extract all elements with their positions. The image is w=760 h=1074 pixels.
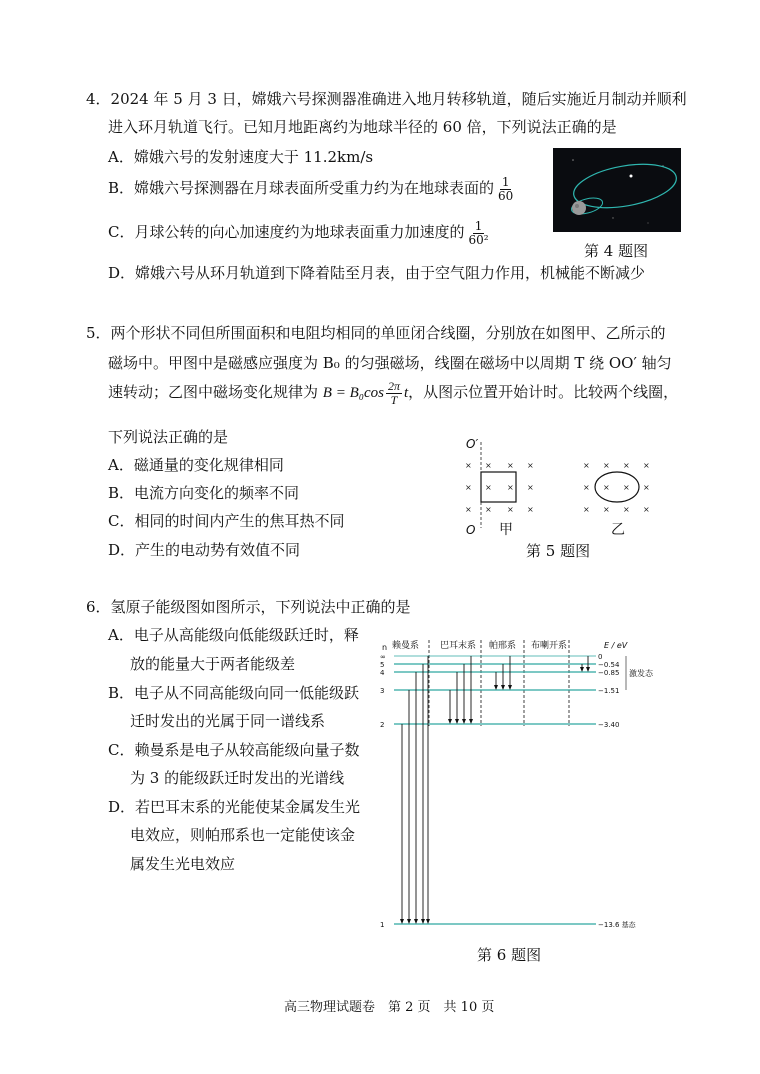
q4-option-b-text: B．嫦娥六号探测器在月球表面所受重力约为在地球表面的 <box>108 179 495 198</box>
svg-text:×: × <box>583 483 590 492</box>
level-n-label: 3 <box>380 687 385 695</box>
svg-text:×: × <box>485 505 492 514</box>
svg-text:×: × <box>623 461 630 470</box>
label-yi: 乙 <box>611 522 625 538</box>
svg-text:×: × <box>507 483 514 492</box>
svg-text:×: × <box>527 505 534 514</box>
series-paschen-label: 帕邢系 <box>489 641 517 651</box>
svg-text:×: × <box>583 461 590 470</box>
q4-orbit-image <box>553 148 681 232</box>
svg-text:×: × <box>465 505 472 514</box>
energy-levels <box>380 653 637 929</box>
q6-option-d-line2: 电效应，则帕邢系也一定能使该金 <box>130 826 356 844</box>
probe-icon <box>630 175 633 178</box>
level-e-label: −13.6 基态 <box>598 921 636 929</box>
q6-stem: 6．氢原子能级图如图所示，下列说法中正确的是 <box>86 598 411 616</box>
balmer-arrow-3-head <box>469 719 473 724</box>
level-e-label: −3.40 <box>598 721 620 729</box>
svg-text:×: × <box>643 461 650 470</box>
lyman-arrow-0-head <box>400 919 404 924</box>
q5-formula-t: t <box>403 385 409 402</box>
svg-text:×: × <box>603 461 610 470</box>
q4-option-b-fraction <box>496 176 515 202</box>
q4-figure-caption: 第 4 题图 <box>584 242 649 260</box>
brackett-arrow-0-head <box>580 667 584 672</box>
q5-formula-lhs: B = B₀cos <box>322 385 384 402</box>
svg-text:×: × <box>643 505 650 514</box>
q4-option-b <box>108 176 517 202</box>
svg-text:×: × <box>507 505 514 514</box>
svg-text:×: × <box>465 461 472 470</box>
level-e-label: 0 <box>598 653 603 661</box>
svg-text:×: × <box>623 505 630 514</box>
q6-option-c-line2: 为 3 的能级跃迁时发出的光谱线 <box>130 769 345 787</box>
q6-option-c-line1: C．赖曼系是电子从较高能级向量子数 <box>108 741 360 759</box>
q5-option-b: B．电流方向变化的频率不同 <box>108 484 300 502</box>
series-brackett-label: 布喇开系 <box>531 641 568 651</box>
q4-stem-line1: 4．2024 年 5 月 3 日，嫦娥六号探测器准确进入地月转移轨道，随后实施近月制动并顺利 <box>86 90 687 108</box>
balmer-arrow-2-head <box>462 719 466 724</box>
level-n-label: 5 <box>380 661 385 669</box>
q5-option-d: D．产生的电动势有效值不同 <box>108 541 301 559</box>
circular-coil <box>595 472 639 502</box>
balmer-arrow-1-head <box>455 719 459 724</box>
n-header: n <box>382 643 388 652</box>
space-background <box>553 148 681 232</box>
q4-option-c-fraction <box>466 220 490 246</box>
q4-option-b-den: 60 <box>498 188 514 203</box>
lyman-arrow-4-head <box>426 919 430 924</box>
lyman-arrow-3-head <box>421 919 425 924</box>
svg-text:×: × <box>603 483 610 492</box>
q4-option-c-text: C．月球公转的向心加速度约为地球表面重力加速度的 <box>108 223 465 242</box>
q5-figure-caption: 第 5 题图 <box>526 542 591 560</box>
q5-stem-line3 <box>108 380 678 406</box>
svg-text:×: × <box>603 505 610 514</box>
svg-text:×: × <box>643 483 650 492</box>
q4-option-c-num: 1 <box>474 219 483 233</box>
q4-option-b-num: 1 <box>501 175 510 189</box>
label-o-prime: O′ <box>466 437 479 451</box>
q5-formula-den: T <box>390 392 398 407</box>
energy-level-diagram <box>374 634 674 934</box>
q4-option-a: A．嫦娥六号的发射速度大于 11.2km/s <box>108 148 374 166</box>
e-header: E / eV <box>604 641 628 650</box>
field-jia-crosses <box>465 461 534 514</box>
svg-text:×: × <box>527 483 534 492</box>
level-n-label: 4 <box>380 669 385 677</box>
level-e-label: −0.54 <box>598 661 620 669</box>
level-n-label: ∞ <box>380 653 386 661</box>
q5-formula-fraction <box>386 380 402 406</box>
page-footer: 高三物理试题卷 第 2 页 共 10 页 <box>284 1000 495 1015</box>
series-balmer-label: 巴耳末系 <box>440 641 477 651</box>
q4-option-d: D．嫦娥六号从环月轨道到下降着陆至月表，由于空气阻力作用，机械能不断减少 <box>108 264 646 282</box>
level-n-label: 2 <box>380 721 385 729</box>
excited-label: 激发态 <box>629 669 653 678</box>
q4-option-c <box>108 220 493 246</box>
q6-option-b-line2: 迁时发出的光属于同一谱线系 <box>130 712 326 730</box>
level-e-label: −0.85 <box>598 669 620 677</box>
paschen-arrow-0-head <box>494 685 498 690</box>
lyman-arrow-2-head <box>414 919 418 924</box>
q5-stem-line4: 下列说法正确的是 <box>108 428 229 446</box>
svg-text:×: × <box>485 483 492 492</box>
q4-option-c-den: 60² <box>468 232 489 247</box>
transition-arrows <box>400 656 590 924</box>
q4-stem-line2: 进入环月轨道飞行。已知月地距离约为地球半径的 60 倍，下列说法正确的是 <box>108 118 617 136</box>
series-lyman-label: 赖曼系 <box>392 641 420 651</box>
lyman-arrow-1-head <box>407 919 411 924</box>
level-n-label: 1 <box>380 921 385 929</box>
q5-diagram <box>455 432 665 538</box>
paschen-arrow-2-head <box>508 685 512 690</box>
svg-text:×: × <box>465 483 472 492</box>
q6-option-a-line1: A．电子从高能级向低能级跃迁时，释 <box>108 626 359 644</box>
svg-text:×: × <box>527 461 534 470</box>
svg-text:×: × <box>507 461 514 470</box>
q5-stem-line3-a: 速转动；乙图中磁场变化规律为 <box>108 383 319 402</box>
balmer-arrow-0-head <box>448 719 452 724</box>
q5-stem-line2: 磁场中。甲图中是磁感应强度为 B₀ 的匀强磁场，线圈在磁场中以周期 T 绕 OO′ 轴匀 <box>108 354 672 372</box>
label-jia: 甲 <box>499 522 513 538</box>
q6-option-d-line3: 属发生光电效应 <box>130 855 236 873</box>
label-o: O <box>466 523 476 537</box>
q6-option-b-line1: B．电子从不同高能级向同一低能级跃 <box>108 684 360 702</box>
paschen-arrow-1-head <box>501 685 505 690</box>
field-yi-crosses <box>583 461 650 514</box>
brackett-arrow-1-head <box>586 667 590 672</box>
moon-icon <box>572 201 586 215</box>
svg-text:×: × <box>485 461 492 470</box>
q5-stem-line1: 5．两个形状不同但所围面积和电阻均相同的单匝闭合线圈，分别放在如图甲、乙所示的 <box>86 324 666 342</box>
q6-option-d-line1: D．若巴耳末系的光能使某金属发生光 <box>108 798 361 816</box>
svg-text:×: × <box>623 483 630 492</box>
svg-text:×: × <box>583 505 590 514</box>
q5-formula-num: 2π <box>387 379 400 393</box>
q6-figure-caption: 第 6 题图 <box>477 946 542 964</box>
level-e-label: −1.51 <box>598 687 620 695</box>
q6-option-a-line2: 放的能量大于两者能级差 <box>130 655 296 673</box>
q5-stem-line3-b: ，从图示位置开始计时。比较两个线圈， <box>408 383 679 402</box>
q5-option-c: C．相同的时间内产生的焦耳热不同 <box>108 512 345 530</box>
q5-option-a: A．磁通量的变化规律相同 <box>108 456 284 474</box>
